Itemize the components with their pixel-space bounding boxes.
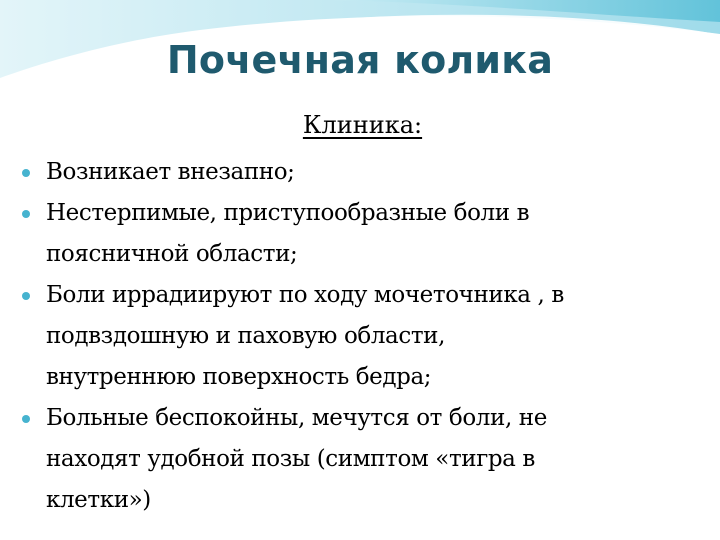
bullet-line: поясничной области; xyxy=(46,241,298,267)
slide-subtitle: Клиника: xyxy=(302,111,423,139)
bullet-line: Больные беспокойны, мечутся от боли, не xyxy=(46,405,547,431)
bullet-dot-icon xyxy=(22,415,30,423)
bullet-line: Возникает внезапно; xyxy=(46,159,295,185)
bullet-dot-icon xyxy=(22,292,30,300)
bullet-line: клетки») xyxy=(46,487,151,513)
bullet-item xyxy=(20,275,710,398)
bullet-list xyxy=(20,152,710,521)
bullet-line: подвздошную и паховую области, xyxy=(46,323,446,349)
bullet-dot-icon xyxy=(22,210,30,218)
bullet-line: Боли иррадиируют по ходу мочеточника , в xyxy=(46,282,564,308)
slide-title: Почечная колика xyxy=(166,38,554,82)
bullet-line: внутреннюю поверхность бедра; xyxy=(46,364,432,390)
bullet-dot-icon xyxy=(22,169,30,177)
bullet-item xyxy=(20,193,710,275)
bullet-line: Нестерпимые, приступообразные боли в xyxy=(46,200,530,226)
bullet-line: находят удобной позы (симптом «тигра в xyxy=(46,446,535,472)
bullet-item xyxy=(20,152,710,193)
bullet-item xyxy=(20,398,710,521)
